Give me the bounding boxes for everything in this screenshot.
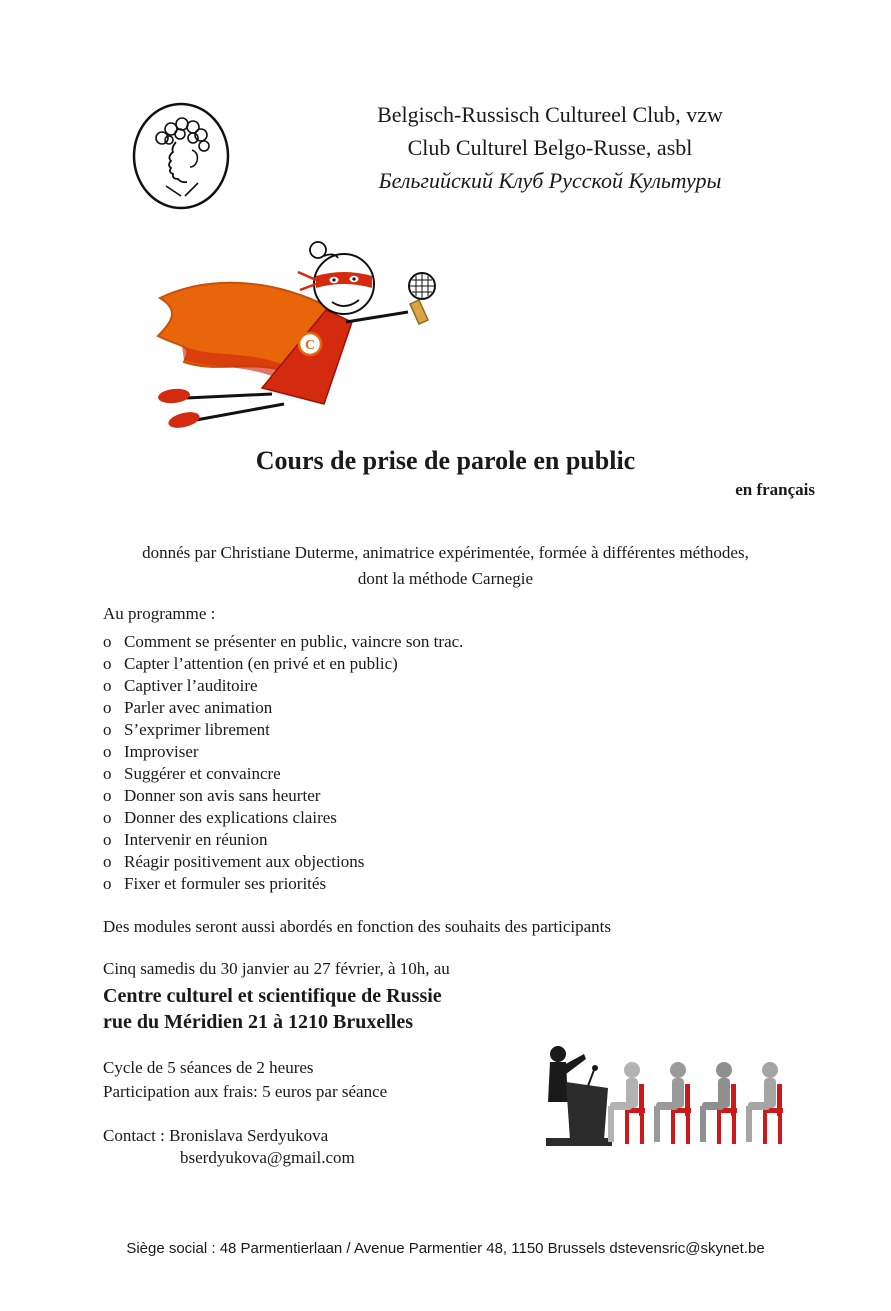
bullet-marker: o: [103, 874, 112, 893]
programme-item-text: Comment se présenter en public, vaincre son trac.: [124, 632, 464, 651]
programme-item: [103, 653, 463, 675]
programme-item: [103, 631, 463, 653]
programme-heading: Au programme :: [103, 604, 216, 623]
cycle-info: Cycle de 5 séances de 2 heures: [103, 1058, 314, 1077]
programme-item-text: Intervenir en réunion: [124, 830, 268, 849]
club-name-russian: Бельгийский Клуб Русской Культуры: [378, 168, 722, 193]
venue-address: rue du Méridien 21 à 1210 Bruxelles: [103, 1011, 413, 1033]
speaker-audience-illustration-icon: [528, 1040, 800, 1148]
bullet-marker: o: [103, 808, 112, 827]
programme-item: [103, 763, 463, 785]
bullet-marker: o: [103, 654, 112, 673]
contact-email: bserdyukova@gmail.com: [180, 1148, 355, 1167]
bullet-marker: o: [103, 720, 112, 739]
language-note: en français: [735, 480, 815, 499]
programme-item: [103, 873, 463, 895]
programme-item-text: Donner des explications claires: [124, 808, 337, 827]
programme-item: [103, 719, 463, 741]
modules-note: Des modules seront aussi abordés en fonction des souhaits des participants: [103, 917, 612, 936]
programme-item-text: Donner son avis sans heurter: [124, 786, 321, 805]
schedule-dates: Cinq samedis du 30 janvier au 27 février, à 10h, au: [103, 959, 450, 978]
bullet-marker: o: [103, 786, 112, 805]
bullet-marker: o: [103, 764, 112, 783]
programme-item: [103, 807, 463, 829]
intro-paragraph: [0, 540, 891, 592]
programme-item: [103, 785, 463, 807]
programme-item: [103, 741, 463, 763]
programme-item-text: Suggérer et convaincre: [124, 764, 281, 783]
programme-item-text: Réagir positivement aux objections: [124, 852, 365, 871]
programme-item-text: Improviser: [124, 742, 199, 761]
programme-list: [103, 631, 463, 895]
footer-address: Siège social : 48 Parmentierlaan / Avenue Parmentier 48, 1150 Brussels dstevensric@skynet.be: [126, 1240, 765, 1257]
club-name-french: Club Culturel Belgo-Russe, asbl: [407, 135, 693, 160]
intro-line1: donnés par Christiane Duterme, animatrice expérimentée, formée à différentes méthodes,: [142, 543, 749, 562]
superhero-speaker-illustration-icon: [122, 226, 447, 444]
club-header: [230, 98, 870, 197]
pushkin-profile-logo-icon: [130, 100, 232, 212]
bullet-marker: o: [103, 830, 112, 849]
programme-item: [103, 851, 463, 873]
programme-item-text: S’exprimer librement: [124, 720, 270, 739]
intro-line2: dont la méthode Carnegie: [357, 569, 534, 588]
programme-item-text: Captiver l’auditoire: [124, 676, 258, 695]
svg-text:C: C: [304, 338, 316, 353]
fee-info: Participation aux frais: 5 euros par séance: [103, 1082, 388, 1101]
programme-item-text: Parler avec animation: [124, 698, 273, 717]
programme-item: [103, 829, 463, 851]
contact-name: Contact : Bronislava Serdyukova: [103, 1126, 329, 1145]
bullet-marker: o: [103, 698, 112, 717]
bullet-marker: o: [103, 742, 112, 761]
venue-name: Centre culturel et scientifique de Russie: [103, 985, 442, 1007]
page-title: Cours de prise de parole en public: [255, 446, 636, 475]
programme-item: [103, 697, 463, 719]
programme-item-text: Capter l’attention (en privé et en public): [124, 654, 398, 673]
bullet-marker: o: [103, 676, 112, 695]
bullet-marker: o: [103, 852, 112, 871]
bullet-marker: o: [103, 632, 112, 651]
programme-item: [103, 675, 463, 697]
club-name-dutch: Belgisch-Russisch Cultureel Club, vzw: [377, 102, 723, 127]
programme-item-text: Fixer et formuler ses priorités: [124, 874, 327, 893]
